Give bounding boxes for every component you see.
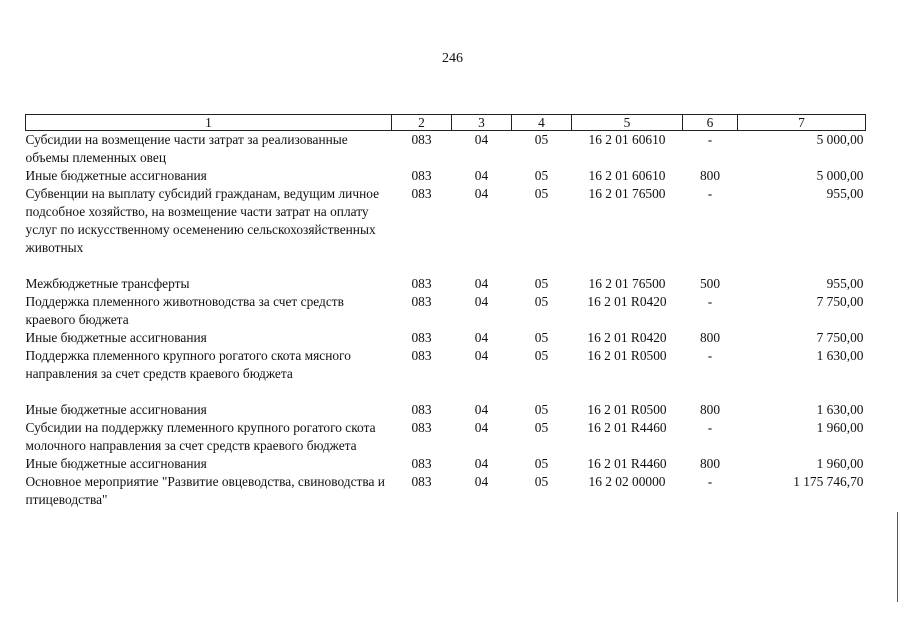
table-row <box>26 401 866 419</box>
row-section: 04 <box>474 132 489 147</box>
table-row <box>26 473 866 509</box>
header-col-6: 6 <box>683 115 738 131</box>
row-target-article: 16 2 01 60610 <box>588 168 666 183</box>
row-subsection: 05 <box>534 348 549 363</box>
table-row <box>26 329 866 347</box>
table-row <box>26 185 866 257</box>
row-section: 04 <box>474 474 489 489</box>
scan-edge-line <box>897 512 898 602</box>
row-subsection: 05 <box>534 474 549 489</box>
table-row <box>26 455 866 473</box>
row-ministry-code: 083 <box>411 186 432 201</box>
row-section: 04 <box>474 294 489 309</box>
header-col-4: 4 <box>512 115 572 131</box>
budget-table-container <box>25 114 865 509</box>
row-name: Иные бюджетные ассигнования <box>25 456 207 471</box>
row-section: 04 <box>474 348 489 363</box>
row-name: Субсидии на поддержку племенного крупного рогатого скота молочного направления за счет средств краевого бюджета <box>25 420 376 453</box>
row-subsection: 05 <box>534 420 549 435</box>
row-ministry-code: 083 <box>411 276 432 291</box>
spacer-row <box>26 257 866 275</box>
row-subsection: 05 <box>534 456 549 471</box>
row-target-article: 16 2 01 R0420 <box>587 330 667 345</box>
row-amount: 955,00 <box>826 276 864 291</box>
row-expense-type: 800 <box>699 330 721 345</box>
row-expense-type: 800 <box>699 402 721 417</box>
row-ministry-code: 083 <box>411 168 432 183</box>
row-name: Основное мероприятие "Развитие овцеводства, свиноводства и птицеводства" <box>25 474 385 507</box>
row-subsection: 05 <box>534 276 549 291</box>
row-ministry-code: 083 <box>411 456 432 471</box>
table-row <box>26 419 866 455</box>
row-section: 04 <box>474 186 489 201</box>
row-expense-type: - <box>707 348 713 363</box>
row-section: 04 <box>474 168 489 183</box>
spacer-row <box>26 383 866 401</box>
row-name: Поддержка племенного крупного рогатого скота мясного направления за счет средств краевого бюджета <box>25 348 351 381</box>
row-expense-type: - <box>707 420 713 435</box>
table-row <box>26 131 866 168</box>
row-ministry-code: 083 <box>411 420 432 435</box>
row-subsection: 05 <box>534 294 549 309</box>
row-name: Межбюджетные трансферты <box>25 276 190 291</box>
page-number: 246 <box>442 51 463 66</box>
row-target-article: 16 2 01 76500 <box>588 186 666 201</box>
row-ministry-code: 083 <box>411 348 432 363</box>
row-amount: 5 000,00 <box>816 132 864 147</box>
row-target-article: 16 2 01 R4460 <box>587 420 667 435</box>
row-target-article: 16 2 01 R0500 <box>587 402 667 417</box>
header-col-3: 3 <box>452 115 512 131</box>
row-subsection: 05 <box>534 330 549 345</box>
row-ministry-code: 083 <box>411 294 432 309</box>
row-name: Поддержка племенного животноводства за счет средств краевого бюджета <box>25 294 344 327</box>
header-col-5: 5 <box>572 115 683 131</box>
row-name: Субсидии на возмещение части затрат за реализованные объемы племенных овец <box>25 132 348 165</box>
row-expense-type: - <box>707 186 713 201</box>
row-expense-type: - <box>707 294 713 309</box>
row-target-article: 16 2 01 76500 <box>588 276 666 291</box>
row-section: 04 <box>474 330 489 345</box>
row-amount: 1 960,00 <box>816 420 864 435</box>
row-name: Иные бюджетные ассигнования <box>25 168 207 183</box>
row-expense-type: - <box>707 474 713 489</box>
row-section: 04 <box>474 276 489 291</box>
row-amount: 955,00 <box>826 186 864 201</box>
row-name: Иные бюджетные ассигнования <box>25 330 207 345</box>
row-name: Субвенции на выплату субсидий гражданам, ведущим личное подсобное хозяйство, на возмещение части затрат на оплату услуг по искусственному осеменению сельскохозяйственных животных <box>25 186 380 255</box>
header-col-7: 7 <box>738 115 866 131</box>
row-subsection: 05 <box>534 168 549 183</box>
row-expense-type: 800 <box>699 168 721 183</box>
row-amount: 1 630,00 <box>816 348 864 363</box>
row-target-article: 16 2 01 R0500 <box>587 348 667 363</box>
table-row <box>26 275 866 293</box>
row-amount: 7 750,00 <box>816 330 864 345</box>
row-ministry-code: 083 <box>411 330 432 345</box>
row-target-article: 16 2 02 00000 <box>588 474 666 489</box>
row-amount: 1 630,00 <box>816 402 864 417</box>
row-amount: 1 175 746,70 <box>793 474 864 489</box>
header-col-2: 2 <box>392 115 452 131</box>
row-expense-type: 800 <box>699 456 721 471</box>
row-amount: 7 750,00 <box>816 294 864 309</box>
row-ministry-code: 083 <box>411 132 432 147</box>
row-ministry-code: 083 <box>411 402 432 417</box>
row-section: 04 <box>474 456 489 471</box>
header-row <box>26 115 866 131</box>
row-name: Иные бюджетные ассигнования <box>25 402 207 417</box>
row-amount: 1 960,00 <box>816 456 864 471</box>
table-row <box>26 293 866 329</box>
row-expense-type: 500 <box>699 276 721 291</box>
row-section: 04 <box>474 420 489 435</box>
row-target-article: 16 2 01 R0420 <box>587 294 667 309</box>
row-subsection: 05 <box>534 402 549 417</box>
row-amount: 5 000,00 <box>816 168 864 183</box>
row-subsection: 05 <box>534 186 549 201</box>
table-row <box>26 347 866 383</box>
row-subsection: 05 <box>534 132 549 147</box>
row-target-article: 16 2 01 60610 <box>588 132 666 147</box>
row-ministry-code: 083 <box>411 474 432 489</box>
table-row <box>26 167 866 185</box>
budget-table <box>25 114 866 509</box>
row-section: 04 <box>474 402 489 417</box>
row-target-article: 16 2 01 R4460 <box>587 456 667 471</box>
row-expense-type: - <box>707 132 713 147</box>
header-col-1: 1 <box>26 115 392 131</box>
